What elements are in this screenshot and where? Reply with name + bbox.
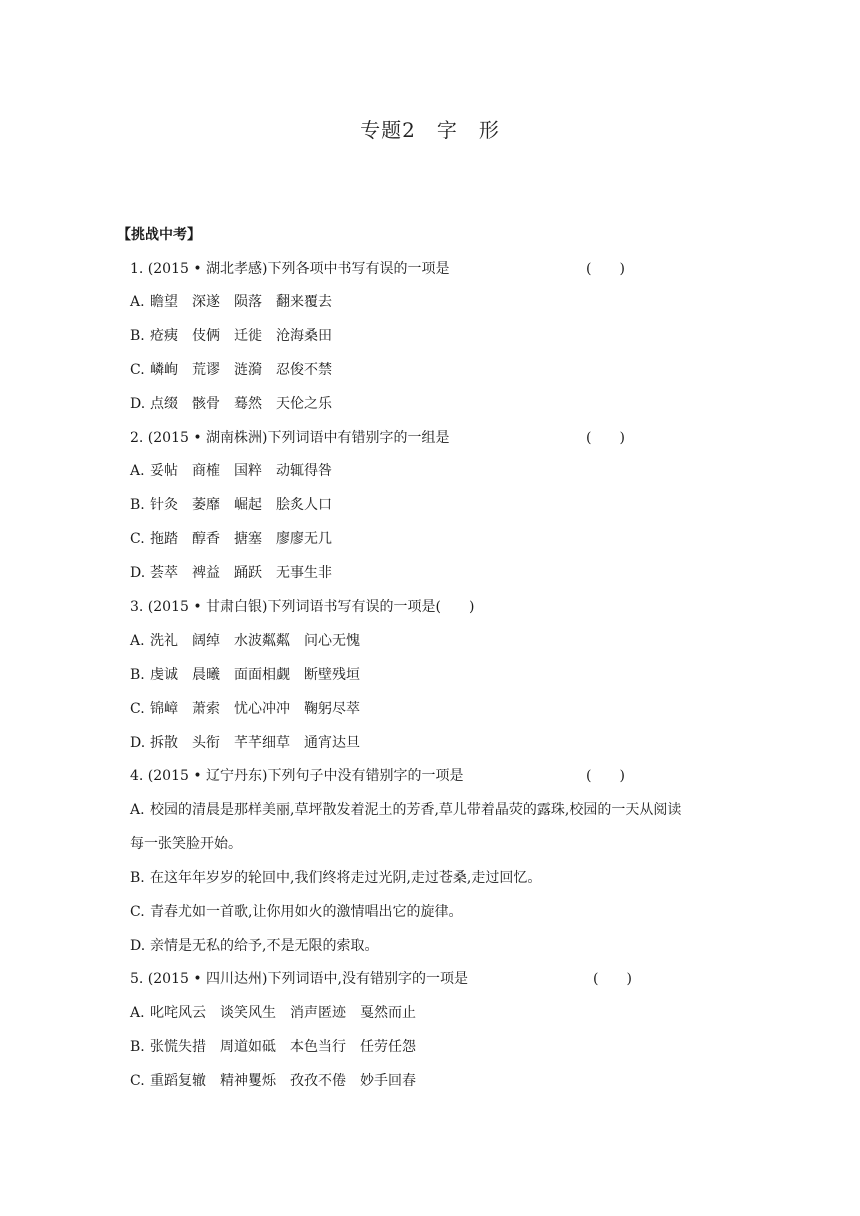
- option-text: 荟萃 裨益 踊跃 无事生非: [150, 565, 332, 581]
- question-4-option-d: [130, 936, 378, 956]
- question-5-option-c: [130, 1071, 416, 1091]
- question-2-stem: 2. (2015 • 湖南株洲)下列词语中有错别字的一组是: [130, 430, 450, 446]
- option-letter: A.: [130, 463, 145, 479]
- option-letter: C.: [130, 362, 145, 378]
- option-text: 重蹈复辙 精神矍烁 孜孜不倦 妙手回春: [150, 1073, 416, 1089]
- option-text: 洗礼 阔绰 水波粼粼 问心无愧: [150, 633, 360, 649]
- question-1-stem: 1. (2015 • 湖北孝感)下列各项中书写有误的一项是: [130, 261, 450, 277]
- option-text: 瞻望 深遂 陨落 翻来覆去: [150, 294, 332, 310]
- option-text: 拖踏 醇香 搪塞 廖廖无几: [150, 531, 332, 547]
- option-text: 妥帖 商榷 国粹 动辄得咎: [150, 463, 332, 479]
- option-text: 锦嶂 萧索 忧心冲冲 鞠躬尽萃: [150, 701, 360, 717]
- option-letter: B.: [130, 328, 145, 344]
- option-letter: A.: [130, 633, 145, 649]
- option-text: 青春尤如一首歌,让你用如火的激情唱出它的旋律。: [150, 904, 463, 920]
- option-letter: D.: [130, 396, 146, 412]
- option-text: 嶙峋 荒谬 涟漪 忍俊不禁: [150, 362, 332, 378]
- option-text: 张慌失措 周道如砥 本色当行 任劳任怨: [150, 1039, 416, 1055]
- option-letter: A.: [130, 1005, 145, 1021]
- option-text: 点缀 骸骨 蓦然 天伦之乐: [150, 396, 332, 412]
- question-1-option-b: [130, 326, 332, 346]
- question-3-option-a: [130, 631, 360, 651]
- option-text: 虔诚 晨曦 面面相觑 断壁残垣: [150, 667, 360, 683]
- question-1-answer-blank[interactable]: ( ): [586, 261, 625, 277]
- question-4-option-c: [130, 902, 462, 922]
- option-letter: A.: [130, 294, 145, 310]
- question-5-option-b: [130, 1037, 416, 1057]
- option-text: 在这年年岁岁的轮回中,我们终将走过光阴,走过苍桑,走过回忆。: [150, 870, 542, 886]
- question-2-answer-blank[interactable]: ( ): [586, 430, 625, 446]
- question-4-answer-blank[interactable]: ( ): [586, 768, 625, 784]
- question-3-stem: [130, 597, 474, 617]
- question-4-stem: 4. (2015 • 辽宁丹东)下列句子中没有错别字的一项是: [130, 768, 464, 784]
- option-letter: C.: [130, 1073, 145, 1089]
- question-3-option-b: [130, 665, 360, 685]
- option-letter: C.: [130, 904, 145, 920]
- option-letter: B.: [130, 667, 145, 683]
- question-2-option-b: [130, 495, 332, 515]
- section-heading: 【挑战中考】: [117, 227, 201, 243]
- question-3-answer-blank[interactable]: ( ): [435, 599, 475, 615]
- option-letter: C.: [130, 531, 145, 547]
- option-letter: A.: [130, 802, 145, 818]
- option-letter: C.: [130, 701, 145, 717]
- option-text: 疮痍 伎俩 迁徙 沧海桑田: [150, 328, 332, 344]
- option-letter: D.: [130, 735, 146, 751]
- question-3-option-d: [130, 733, 360, 753]
- option-letter: D.: [130, 938, 146, 954]
- option-text: 亲情是无私的给予,不是无限的索取。: [150, 938, 379, 954]
- option-text: 叱咤风云 谈笑风生 消声匿迹 戛然而止: [150, 1005, 416, 1021]
- option-letter: B.: [130, 497, 145, 513]
- option-letter: B.: [130, 1039, 145, 1055]
- question-2-option-c: [130, 529, 332, 549]
- option-text: 拆散 头衔 芊芊细草 通宵达旦: [150, 735, 360, 751]
- question-2-option-a: [130, 461, 332, 481]
- option-letter: B.: [130, 870, 145, 886]
- question-4-option-a-continuation: 每一张笑脸开始。: [130, 836, 242, 852]
- page-title: 专题2 字 形: [360, 118, 500, 142]
- question-1-option-a: [130, 292, 332, 312]
- option-text: 针灸 萎靡 崛起 脍炙人口: [150, 497, 332, 513]
- question-5-answer-blank[interactable]: ( ): [593, 971, 632, 987]
- question-3-option-c: [130, 699, 360, 719]
- question-5-stem: 5. (2015 • 四川达州)下列词语中,没有错别字的一项是: [130, 971, 468, 987]
- question-1-option-d: [130, 394, 332, 414]
- question-1-option-c: [130, 360, 332, 380]
- question-4-option-b: [130, 868, 541, 888]
- question-2-option-d: [130, 563, 332, 583]
- option-text: 校园的清晨是那样美丽,草坪散发着泥土的芳香,草儿带着晶荧的露珠,校园的一天从阅读: [150, 802, 682, 818]
- question-5-option-a: [130, 1003, 416, 1023]
- question-3-stem-text: 3. (2015 • 甘肃白银)下列词语书写有误的一项是: [130, 599, 436, 615]
- option-letter: D.: [130, 565, 146, 581]
- question-4-option-a: [130, 800, 681, 820]
